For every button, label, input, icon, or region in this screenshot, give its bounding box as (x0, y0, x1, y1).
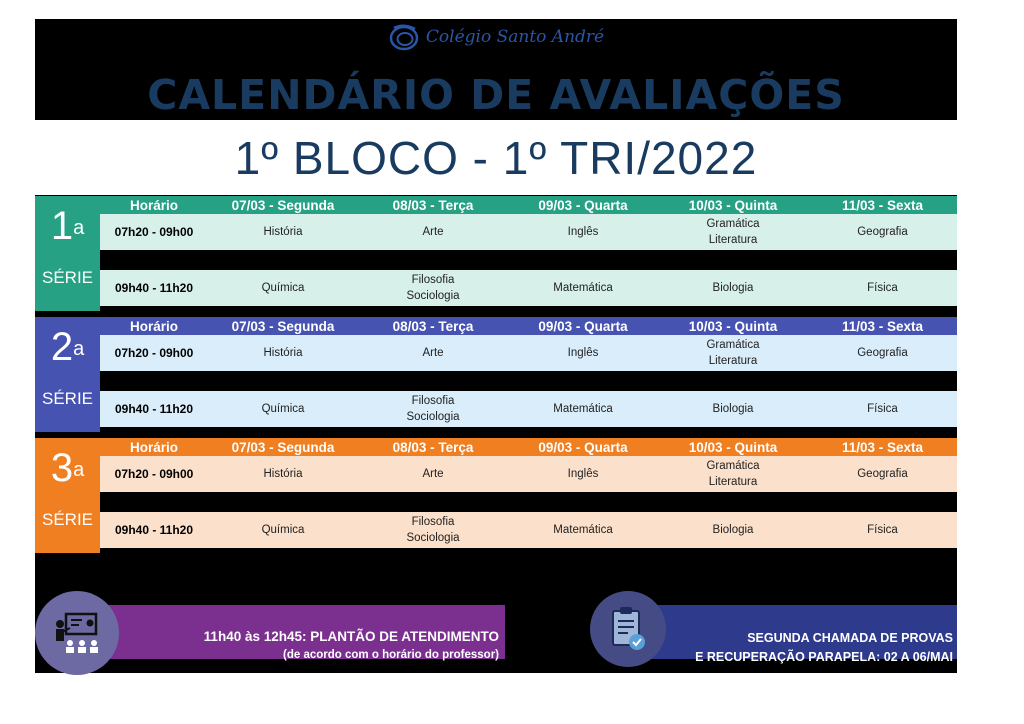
table-row (100, 512, 957, 548)
col-header-friday: 11/03 - Sexta (841, 197, 924, 213)
col-header-thursday: 10/03 - Quinta (688, 439, 778, 455)
subject-cell: História (263, 226, 303, 238)
page-title: CALENDÁRIO DE AVALIAÇÕES (147, 71, 845, 119)
subject-cell: Filosofia Sociologia (406, 395, 460, 423)
subject-cell: Química (261, 282, 305, 294)
col-header-monday: 07/03 - Segunda (231, 318, 335, 334)
col-header-monday: 07/03 - Segunda (231, 439, 335, 455)
col-header-friday: 11/03 - Sexta (841, 318, 924, 334)
office-hours-title: 11h40 às 12h45: PLANTÃO DE ATENDIMENTO (203, 629, 499, 644)
calendar-poster (35, 19, 957, 673)
subject-cell: Filosofia Sociologia (406, 516, 460, 544)
swirl-logo-icon (388, 22, 420, 52)
school-logo (35, 19, 957, 55)
table-row (100, 214, 957, 250)
col-header-wednesday: 09/03 - Quarta (538, 197, 628, 213)
serie-1-block (35, 196, 957, 311)
header-row (100, 196, 957, 214)
col-header-thursday: 10/03 - Quinta (688, 197, 778, 213)
subject-cell: Biologia (712, 524, 754, 536)
serie-word: SÉRIE (41, 510, 94, 529)
time-slot: 09h40 - 11h20 (114, 402, 194, 416)
subject-cell: Inglês (567, 468, 599, 480)
serie-number: 3 (50, 446, 74, 490)
office-hours-banner (35, 589, 505, 659)
subject-cell: Gramática Literatura (706, 339, 760, 367)
col-header-tuesday: 08/03 - Terça (392, 318, 474, 334)
col-header-time: Horário (129, 439, 178, 455)
col-header-tuesday: 08/03 - Terça (392, 197, 474, 213)
serie-label-cell (35, 438, 100, 553)
serie-word: SÉRIE (41, 268, 94, 287)
page-subtitle: 1º BLOCO - 1º TRI/2022 (234, 131, 758, 184)
subtitle-band (35, 120, 957, 195)
subject-cell: Biologia (712, 282, 754, 294)
subject-cell: Inglês (567, 226, 599, 238)
serie-ordinal: a (73, 217, 85, 239)
subject-cell: Matemática (553, 282, 613, 294)
col-header-friday: 11/03 - Sexta (841, 439, 924, 455)
office-hours-bar (75, 605, 505, 659)
subject-cell: Física (867, 282, 898, 294)
table-row (100, 270, 957, 306)
col-header-monday: 07/03 - Segunda (231, 197, 335, 213)
header-row (100, 317, 957, 335)
subject-cell: Gramática Literatura (706, 218, 760, 246)
col-header-thursday: 10/03 - Quinta (688, 318, 778, 334)
subject-cell: Arte (422, 468, 444, 480)
subject-cell: Matemática (553, 403, 613, 415)
header-row (100, 438, 957, 456)
makeup-exams-dates: E RECUPERAÇÃO PARAPELA: 02 A 06/MAI (695, 650, 953, 664)
subject-cell: Biologia (712, 403, 754, 415)
school-name: Colégio Santo André (425, 27, 605, 47)
serie-word: SÉRIE (41, 389, 94, 408)
subject-cell: Física (867, 524, 898, 536)
serie-2-block (35, 317, 957, 432)
subject-cell: Arte (422, 347, 444, 359)
serie-3-block (35, 438, 957, 553)
time-slot: 07h20 - 09h00 (114, 346, 194, 360)
time-slot: 09h40 - 11h20 (114, 523, 194, 537)
subject-cell: Gramática Literatura (706, 460, 760, 488)
time-slot: 09h40 - 11h20 (114, 281, 194, 295)
makeup-exams-banner (590, 589, 957, 664)
clipboard-check-icon (590, 591, 666, 667)
office-hours-note: (de acordo com o horário do professor) (283, 649, 499, 661)
subject-cell: Arte (422, 226, 444, 238)
col-header-time: Horário (129, 318, 178, 334)
col-header-wednesday: 09/03 - Quarta (538, 318, 628, 334)
subject-cell: Geografia (857, 468, 908, 480)
subject-cell: Química (261, 524, 305, 536)
serie-number: 2 (50, 325, 74, 369)
subject-cell: Geografia (857, 347, 908, 359)
teacher-presentation-icon (35, 591, 119, 675)
makeup-exams-title: SEGUNDA CHAMADA DE PROVAS (747, 631, 953, 645)
serie-label-cell (35, 196, 100, 311)
subject-cell: Inglês (567, 347, 599, 359)
time-slot: 07h20 - 09h00 (114, 225, 194, 239)
serie-number: 1 (50, 204, 74, 248)
table-row (100, 456, 957, 492)
makeup-exams-bar (630, 605, 957, 664)
time-slot: 07h20 - 09h00 (114, 467, 194, 481)
col-header-tuesday: 08/03 - Terça (392, 439, 474, 455)
subject-cell: Matemática (553, 524, 613, 536)
serie-label-cell (35, 317, 100, 432)
table-row (100, 335, 957, 371)
col-header-wednesday: 09/03 - Quarta (538, 439, 628, 455)
subject-cell: Filosofia Sociologia (406, 274, 460, 302)
col-header-time: Horário (129, 197, 178, 213)
serie-ordinal: a (73, 459, 85, 481)
table-row (100, 391, 957, 427)
subject-cell: Química (261, 403, 305, 415)
subject-cell: História (263, 468, 303, 480)
subject-cell: História (263, 347, 303, 359)
subject-cell: Geografia (857, 226, 908, 238)
serie-ordinal: a (73, 338, 85, 360)
subject-cell: Física (867, 403, 898, 415)
